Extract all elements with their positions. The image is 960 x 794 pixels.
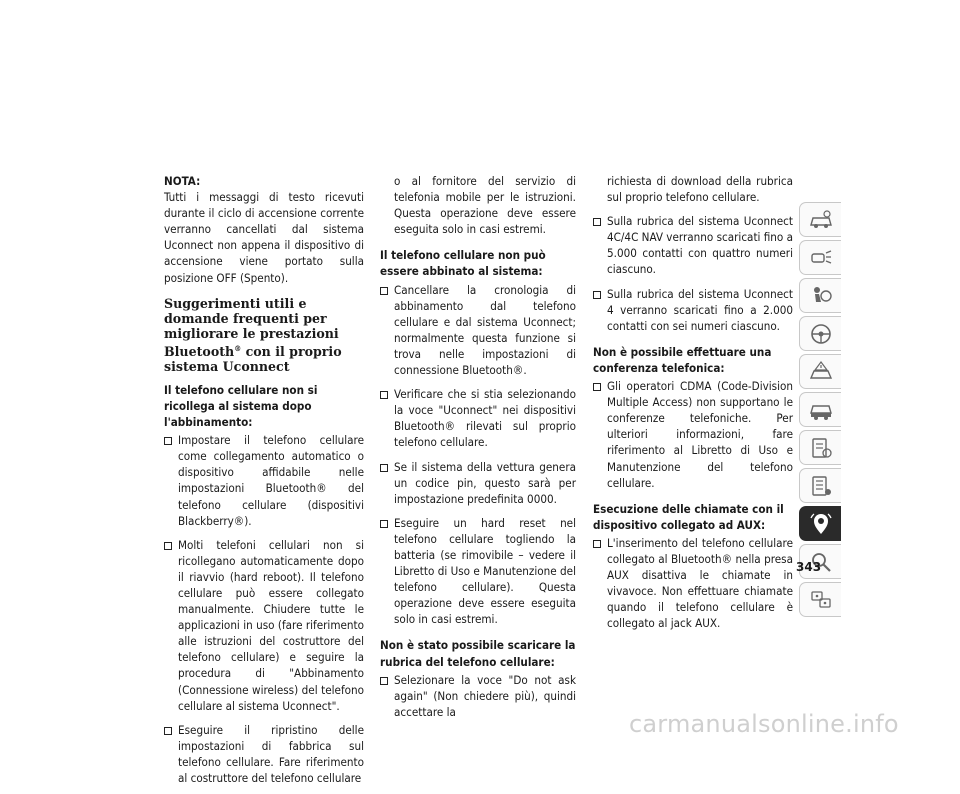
checkbox-bullet-icon [593, 218, 601, 226]
tab-dashboard[interactable] [799, 202, 841, 237]
checkbox-bullet-icon [380, 677, 388, 685]
tab-breakdown[interactable] [799, 392, 841, 427]
bullet-item: Impostare il telefono cellulare come collegamento automatico o dispositivo affidabile nelle impostazioni Bluetooth® del telefono cellulare (dispositivi Blackberry®). [164, 432, 364, 529]
bullet-item: Cancellare la cronologia di abbinamento dal telefono cellulare e dal sistema Uconnect; normalmente questa funzione si trova nelle impostazioni di connessione Bluetooth®. [380, 282, 576, 379]
tab-emergency[interactable] [799, 354, 841, 389]
bullet-continuation: richiesta di download della rubrica sul proprio telefono cellulare. [607, 174, 793, 205]
bullet-item: Verificare che si stia selezionando la voce "Uconnect" nei dispositivi Bluetooth® rilevati sul proprio telefono cellulare. [380, 386, 576, 450]
bullet-item: Selezionare la voce "Do not ask again" (Non chiedere più), quindi accettare la [380, 672, 576, 720]
question-heading: Non è stato possibile scaricare la rubrica del telefono cellulare: [380, 638, 576, 669]
text-column-2 [380, 173, 576, 728]
bullet-item: Eseguire un hard reset nel telefono cellulare togliendo la batteria (se rimovibile – vedere il Libretto di Uso e Manutenzione del telefono cellulare). Questa operazione deve essere eseguita solo in casi estremi. [380, 515, 576, 628]
checkbox-bullet-icon [593, 383, 601, 391]
tab-service[interactable] [799, 430, 841, 465]
car-warning-icon [808, 359, 834, 385]
tab-safety[interactable] [799, 278, 841, 313]
car-lights-icon [808, 245, 834, 271]
note-text: Tutti i messaggi di testo ricevuti durante il ciclo di accensione corrente verranno cancellati dal sistema Uconnect non appena il dispositivo di accensione viene portato sulla posizione OFF (Spento). [164, 190, 364, 285]
checkbox-bullet-icon [380, 520, 388, 528]
text-column-1 [164, 173, 364, 794]
car-breakdown-icon [808, 397, 834, 423]
checkbox-bullet-icon [380, 391, 388, 399]
checkbox-bullet-icon [164, 542, 172, 550]
bullet-item: Sulla rubrica del sistema Uconnect 4 verranno scaricati fino a 2.000 contatti con sei numeri ciascuno. [593, 286, 793, 334]
checkbox-bullet-icon [164, 437, 172, 445]
question-heading: Esecuzione delle chiamate con il dispositivo collegato ad AUX: [593, 501, 784, 532]
airbag-icon [808, 283, 834, 309]
chapter-tabs [799, 202, 841, 620]
tab-lights[interactable] [799, 240, 841, 275]
car-dashboard-icon [808, 207, 834, 233]
question-heading: Il telefono cellulare non può essere abbinato al sistema: [380, 248, 546, 279]
bullet-item: Sulla rubrica del sistema Uconnect 4C/4C NAV verranno scaricati fino a 5.000 contatti con quattro numeri ciascuno. [593, 213, 793, 277]
note-title: NOTA: [164, 174, 201, 188]
bullet-item: L'inserimento del telefono cellulare collegato al Bluetooth® nella presa AUX disattiva le chiamate in vivavoce. Non effettuare chiamate quando il telefono cellulare è collegato al jack AUX. [593, 535, 793, 632]
checkbox-bullet-icon [593, 540, 601, 548]
bullet-continuation: o al fornitore del servizio di telefonia mobile per le istruzioni. Questa operazione deve essere eseguita solo in casi estremi. [394, 174, 576, 237]
tab-languages[interactable] [799, 582, 841, 617]
section-title: Suggerimenti utili e domande frequenti per migliorare le prestazioni Bluetooth® con il proprio sistema Uconnect [164, 295, 342, 374]
bullet-item: Gli operatori CDMA (Code-Division Multiple Access) non supportano le conferenze telefoniche. Per ulteriori informazioni, fare riferimento al Libretto di Uso e Manutenzione del telefono cellulare. [593, 378, 793, 491]
checkbox-bullet-icon [380, 287, 388, 295]
multimedia-icon [808, 511, 834, 537]
text-column-3 [593, 173, 793, 639]
checkbox-bullet-icon [164, 727, 172, 735]
question-heading: Il telefono cellulare non si ricollega al sistema dopo l'abbinamento: [164, 382, 318, 430]
tab-specs[interactable] [799, 468, 841, 503]
checkbox-bullet-icon [380, 464, 388, 472]
tab-multimedia[interactable] [799, 506, 841, 541]
car-specs-icon [808, 473, 834, 499]
checkbox-bullet-icon [593, 291, 601, 299]
bullet-item: Se il sistema della vettura genera un codice pin, questo sarà per impostazione predefinita 0000. [380, 459, 576, 507]
car-service-icon [808, 435, 834, 461]
bullet-item: Eseguire il ripristino delle impostazioni di fabbrica sul telefono cellulare. Fare riferimento al costruttore del telefono cellulare [164, 722, 364, 786]
question-heading: Non è possibile effettuare una conferenza telefonica: [593, 344, 772, 375]
steering-wheel-icon [808, 321, 834, 347]
languages-icon [808, 587, 834, 613]
tab-driving[interactable] [799, 316, 841, 351]
page-number: 343 [796, 560, 822, 574]
watermark: carmanualsonline.info [629, 710, 899, 738]
bullet-item: Molti telefoni cellulari non si ricollegano automaticamente dopo il riavvio (hard reboot). Il telefono cellulare può essere collegato manualmente. Chiudere tutte le applicazioni in uso (fare riferimento alle istruzioni del costruttore del telefono cellulare) e seguire la procedura di "Abbinamento (Connessione wireless) del telefono cellulare al sistema Uconnect". [164, 537, 364, 714]
